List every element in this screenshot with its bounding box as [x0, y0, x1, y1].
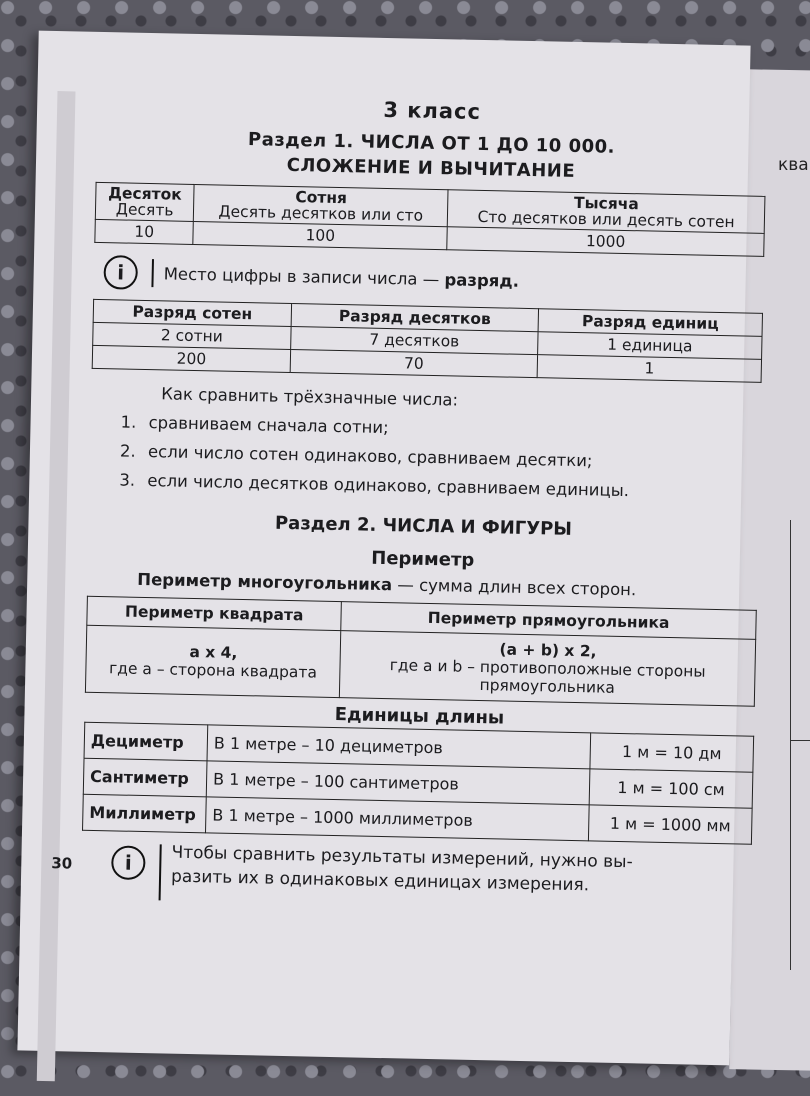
table-cell: Сантиметр	[83, 758, 207, 797]
divider	[159, 844, 162, 900]
list-item: 3. если число десятков одинаково, сравниваем единицы.	[119, 470, 630, 501]
list-item: 1. сравниваем сначала сотни;	[120, 412, 389, 438]
table-cell: 100	[193, 221, 448, 249]
table-cell: a x 4, где a – сторона квадрата	[85, 625, 341, 697]
table-header: Десяток Десять	[95, 182, 194, 221]
section1-subtitle: СЛОЖЕНИЕ И ВЫЧИТАНИЕ	[286, 154, 576, 182]
table-header: Тысяча Сто десятков или десять сотен	[448, 190, 765, 234]
perimeter-table	[85, 596, 757, 707]
info-icon: i	[111, 845, 146, 880]
table-cell: 1 м = 10 дм	[590, 733, 754, 772]
table-header: Сотня Десять десятков или сто	[194, 184, 449, 226]
right-page-word: ква	[778, 155, 809, 175]
perimeter-title: Периметр	[371, 547, 475, 571]
compare-steps	[89, 412, 760, 503]
page-content	[51, 92, 768, 913]
table-header: Периметр квадрата	[87, 596, 342, 630]
table-cell: (a + b) x 2, где a и b – противоположные стороны прямоугольника	[340, 631, 756, 707]
table-cell: В 1 метре – 100 сантиметров	[206, 761, 590, 805]
list-item: 2. если число сотен одинаково, сравниваем десятки;	[119, 441, 593, 471]
info-note	[93, 255, 764, 303]
length-units-table	[82, 722, 754, 845]
perimeter-definition: Периметр многоугольника — сумма длин всех сторон.	[137, 569, 637, 600]
section1-title: Раздел 1. ЧИСЛА ОТ 1 ДО 10 000.	[247, 129, 616, 158]
table-cell: 1 м = 1000 мм	[588, 805, 752, 844]
page-number: 30	[51, 854, 73, 873]
digit-place-table	[92, 299, 763, 383]
info-text: Чтобы сравнить результаты измерений, нужно вы- разить их в одинаковых единицах измерения.	[170, 842, 633, 896]
table-cell: В 1 метре – 1000 миллиметров	[205, 797, 589, 841]
compare-title: Как сравнить трёхзначные числа:	[160, 384, 459, 410]
info-note	[51, 839, 752, 913]
divider	[151, 259, 154, 287]
info-text: Место цифры в записи числа —	[163, 263, 440, 289]
table-header: Разряд сотен	[93, 299, 291, 326]
units-title: Единицы длины	[334, 704, 505, 729]
info-icon: i	[103, 255, 138, 290]
info-bold: разряд.	[444, 269, 520, 291]
table-header: Периметр прямоугольника	[341, 602, 756, 640]
table-cell: 1000	[447, 227, 764, 257]
table-header: Разряд единиц	[538, 309, 762, 337]
table-header: Разряд десятков	[291, 304, 539, 332]
right-page-line	[790, 740, 810, 741]
table-cell: 1 единица	[538, 332, 762, 360]
section2-title: Раздел 2. ЧИСЛА И ФИГУРЫ	[274, 512, 573, 540]
grade-title: 3 класс	[383, 97, 482, 124]
page-edge	[37, 91, 76, 1081]
table-cell: Дециметр	[84, 722, 208, 761]
table-cell: 10	[95, 219, 194, 244]
book-page	[17, 31, 750, 1066]
units-hundreds-table	[94, 182, 765, 257]
right-page-line	[790, 520, 791, 970]
table-cell: 2 сотни	[93, 322, 291, 349]
table-cell: 200	[92, 345, 290, 372]
table-cell: Миллиметр	[83, 794, 207, 833]
table-cell: 70	[290, 349, 538, 377]
table-cell: В 1 метре – 10 дециметров	[207, 725, 591, 769]
table-cell: 7 десятков	[291, 327, 539, 355]
table-cell: 1	[537, 355, 761, 383]
table-cell: 1 м = 100 см	[589, 769, 753, 808]
